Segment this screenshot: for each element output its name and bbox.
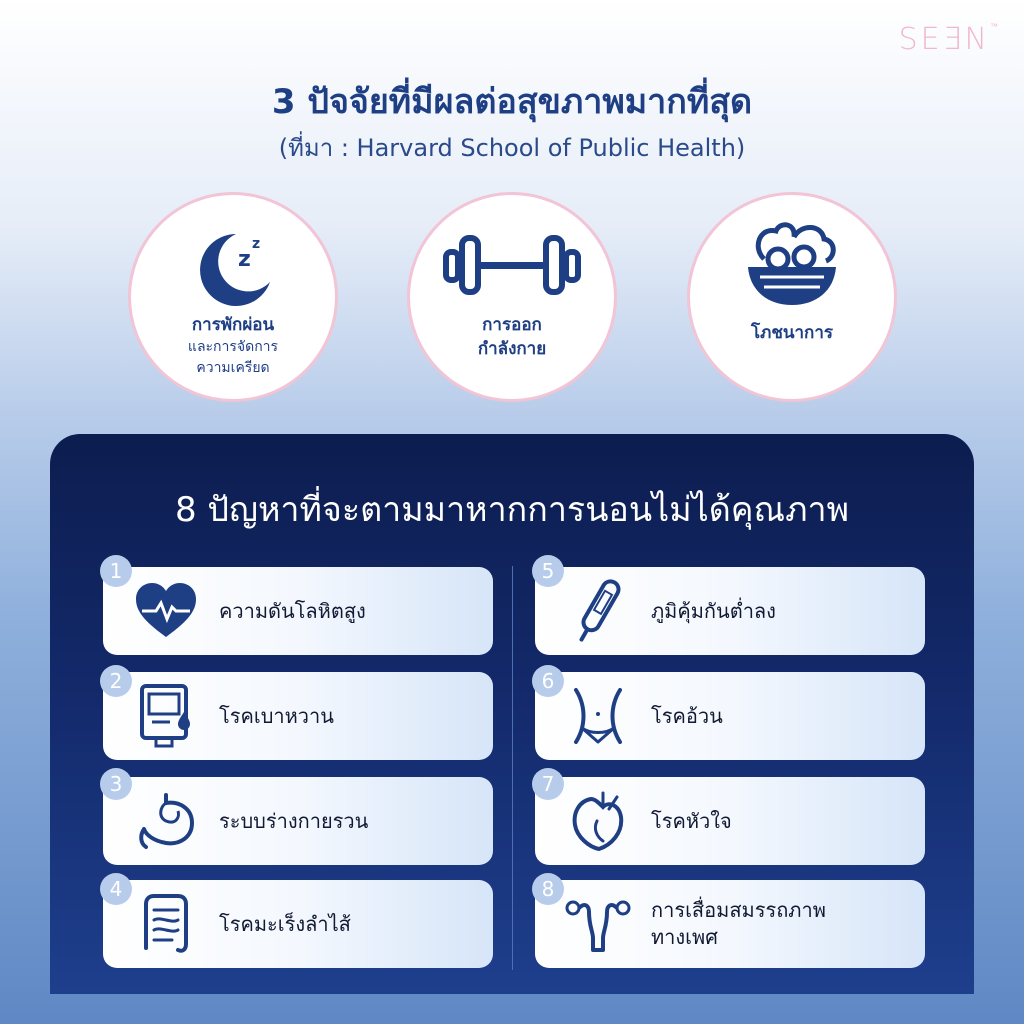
heart-organ-icon (565, 788, 631, 854)
problem-number: 3 (100, 768, 132, 800)
factor-rest-title: การพักผ่อน (191, 315, 275, 335)
problem-card (103, 777, 493, 865)
brand-logo: SEƎN™ (898, 22, 998, 57)
factor-exercise (407, 192, 617, 402)
factor-nutrition-title: โภชนาการ (750, 323, 833, 343)
problem-label: โรคมะเร็งลำไส้ (219, 911, 351, 936)
problem-number: 6 (532, 665, 564, 697)
svg-text:z: z (238, 247, 251, 272)
problem-number: 5 (532, 555, 564, 587)
problem-card (535, 777, 925, 865)
problem-label-line: การเสื่อมสมรรถภาพ (651, 898, 826, 922)
factor-exercise-title: การออก (482, 315, 542, 335)
problem-label: ภูมิคุ้มกันต่ำลง (651, 598, 776, 623)
heart-pulse-icon (133, 578, 199, 644)
problem-number: 4 (100, 873, 132, 905)
problem-number: 8 (532, 873, 564, 905)
problem-number: 7 (532, 768, 564, 800)
problem-card (103, 567, 493, 655)
problem-label-line: ทางเพศ (651, 925, 718, 949)
problem-number: 1 (100, 555, 132, 587)
factor-rest-line: ความเครียด (196, 360, 270, 376)
problem-label (651, 897, 826, 951)
problem-label: โรคหัวใจ (651, 808, 732, 833)
svg-text:z: z (252, 236, 261, 252)
problem-label: โรคเบาหวาน (219, 703, 334, 728)
problem-card (535, 880, 925, 968)
intestine-icon (133, 891, 199, 957)
page-title: 3 ปัจจัยที่มีผลต่อสุขภาพมากที่สุด (271, 82, 753, 122)
factor-rest-line: และการจัดการ (187, 339, 279, 355)
thermometer-icon (565, 578, 631, 644)
glucose-meter-icon (133, 683, 199, 749)
factor-nutrition (687, 192, 897, 402)
factor-rest (128, 192, 338, 402)
problem-card (535, 567, 925, 655)
problem-label: ระบบร่างกายรวน (219, 808, 369, 833)
problem-label: ความดันโลหิตสูง (219, 598, 366, 623)
factor-exercise-title: กำลังกาย (477, 339, 547, 359)
salad-bowl-icon (742, 217, 842, 313)
problems-title: 8 ปัญหาที่จะตามมาหากการนอนไม่ได้คุณภาพ (174, 490, 849, 530)
problem-label: โรคอ้วน (651, 703, 723, 728)
problem-number: 2 (100, 665, 132, 697)
problem-card (535, 672, 925, 760)
column-divider (512, 566, 513, 970)
uterus-icon (565, 891, 631, 957)
problem-card (103, 672, 493, 760)
stomach-icon (133, 788, 199, 854)
waist-icon (565, 683, 631, 749)
dumbbell-icon (442, 217, 582, 313)
moon-icon (188, 217, 278, 313)
problem-card (103, 880, 493, 968)
page-subtitle: (ที่มา : Harvard School of Public Health) (278, 134, 746, 162)
